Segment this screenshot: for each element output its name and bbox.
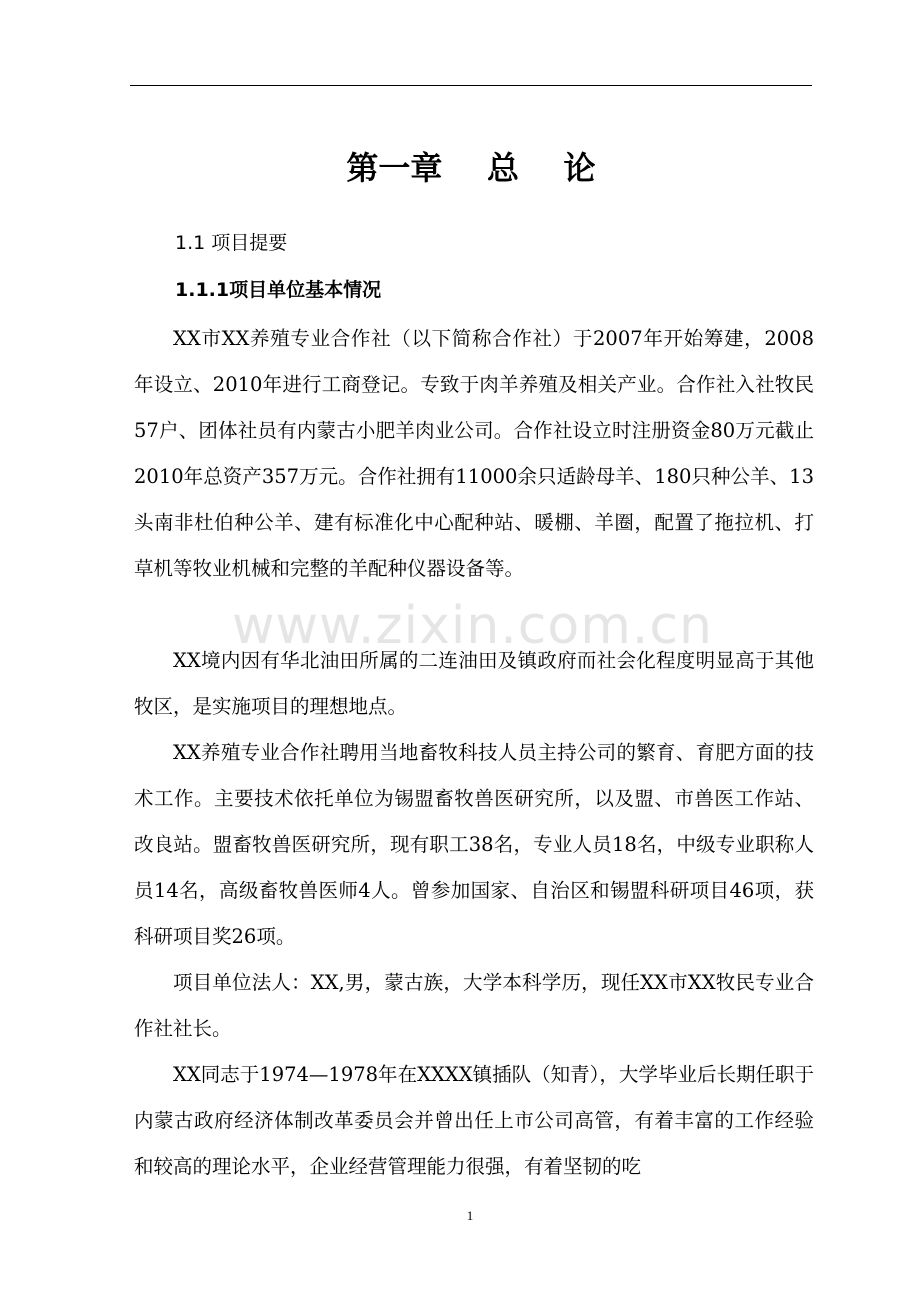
- chapter-title: 第一章 总 论: [346, 149, 596, 187]
- paragraph-legal-representative: 项目单位法人：XX,男，蒙古族，大学本科学历，现任XX市XX牧民专业合作社社长。: [134, 971, 814, 1041]
- subsection-heading: 1.1.1项目单位基本情况: [175, 279, 382, 301]
- page-number: 1: [466, 1208, 474, 1223]
- watermark: www.zixin.com.cn: [232, 596, 713, 656]
- header-rule: [130, 85, 812, 86]
- section-heading: 1.1 项目提要: [175, 232, 288, 254]
- paragraph-representative-background: XX同志于1974—1978年在XXXX镇插队（知青），大学毕业后长期任职于内蒙古政府经济体制改革委员会并曾出任上市公司高管，有着丰富的工作经验和较高的理论水平，企业经营管理能力很强，有着坚韧的吃: [134, 1063, 814, 1179]
- paragraph-technical-support: XX养殖专业合作社聘用当地畜牧科技人员主持公司的繁育、育肥方面的技术工作。主要技术依托单位为锡盟畜牧兽医研究所，以及盟、市兽医工作站、改良站。盟畜牧兽医研究所，现有职工38名，专业人员18名，中级专业职称人员14名，高级畜牧兽医师4人。曾参加国家、自治区和锡盟科研项目46项，获科研项目奖26项。: [134, 741, 814, 949]
- paragraph-organization-overview: XX市XX养殖专业合作社（以下简称合作社）于2007年开始筹建，2008年设立、2010年进行工商登记。专致于肉羊养殖及相关产业。合作社入社牧民57户、团体社员有内蒙古小肥羊肉业公司。合作社设立时注册资金80万元截止2010年总资产357万元。合作社拥有11000余只适龄母羊、180只种公羊、13头南非杜伯种公羊、建有标准化中心配种站、暖棚、羊圈，配置了拖拉机、打草机等牧业机械和完整的羊配种仪器设备等。: [134, 327, 814, 581]
- paragraph-location: XX境内因有华北油田所属的二连油田及镇政府而社会化程度明显高于其他牧区，是实施项目的理想地点。: [134, 649, 814, 719]
